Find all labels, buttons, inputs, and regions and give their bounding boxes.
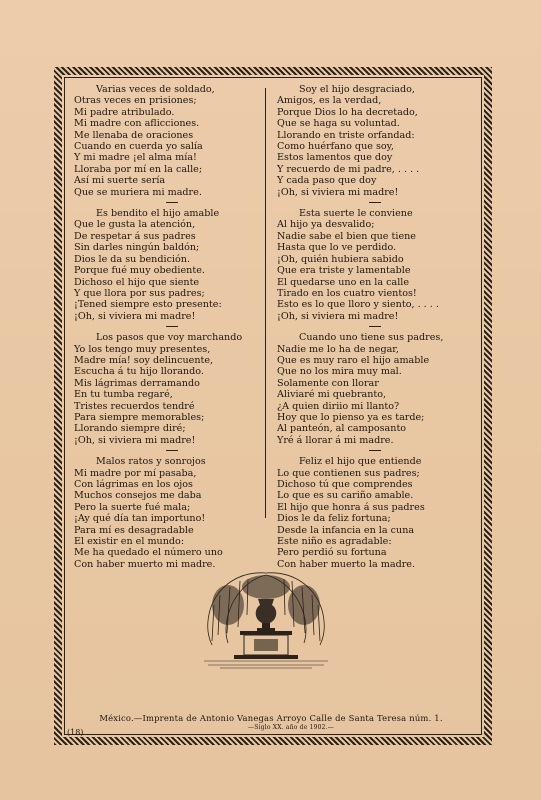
verse-line: Feliz el hijo que entiende — [299, 456, 422, 468]
verse-line: Pero la suerte fué mala; — [74, 501, 191, 513]
verse-line: Y cada paso que doy — [277, 175, 377, 187]
printer-imprint — [68, 713, 474, 733]
verse-line: Dichoso el hijo que siente — [74, 276, 200, 288]
verse-line: Varias veces de soldado, — [96, 84, 215, 95]
verse-line: Los pasos que voy marchando — [96, 332, 243, 344]
verse-line: Yo los tengo muy presentes, — [74, 343, 211, 355]
verse-line: Otras veces en prisiones; — [74, 95, 197, 107]
stanza — [74, 208, 270, 322]
verse-line: Porque fué muy obediente. — [74, 265, 205, 277]
verse-line: Hoy que lo pienso ya es tarde; — [277, 411, 425, 423]
verse-line: ¡Oh, si viviera mi madre! — [277, 186, 399, 198]
verse-line: ¡Oh, si viviera mi madre! — [74, 310, 196, 322]
verse-line: ¡Oh, quién hubiera sabido — [277, 253, 404, 265]
verse-line: Con lágrimas en los ojos — [74, 479, 193, 490]
verse-line: Tristes recuerdos tendré — [74, 400, 195, 412]
stanza — [74, 84, 270, 198]
verse-line: ¡Oh, si viviera mi madre! — [74, 434, 196, 446]
poem-column-left — [74, 84, 270, 572]
verse-line: Que le gusta la atención, — [74, 219, 196, 231]
stanza-separator — [369, 202, 381, 203]
stanza — [277, 208, 473, 322]
verse-line: Esta suerte le conviene — [299, 208, 413, 220]
verse-line: Solamente con llorar — [277, 377, 379, 389]
imprint-line: México.—Imprenta de Antonio Vanegas Arroyo Calle de Santa Teresa núm. 1. — [99, 713, 443, 723]
verse-line: ¡Ay qué día tan importuno! — [74, 513, 206, 525]
verse-line: Es bendito el hijo amable — [96, 208, 220, 220]
verse-line: Así mi suerte sería — [74, 175, 166, 187]
verse-line: Me ha quedado el número uno — [74, 547, 223, 559]
verse-line: Al hijo ya desvalido; — [277, 219, 375, 231]
tomb-vignette-illustration — [200, 565, 332, 670]
verse-line: Hasta que lo ve perdido. — [277, 242, 397, 254]
verse-line: Para mí es desagradable — [74, 524, 194, 536]
verse-line: ¡Tened siempre esto presente: — [74, 299, 222, 311]
verse-line: Que era triste y lamentable — [277, 265, 411, 277]
poem-column-right — [277, 84, 473, 572]
stanza — [277, 84, 473, 198]
verse-line: Llorando en triste orfandad: — [277, 129, 415, 141]
verse-line: Dichoso tú que comprendes — [277, 479, 413, 490]
verse-line: Mi madre por mí pasaba, — [74, 467, 197, 479]
verse-line: Y recuerdo de mi padre, . . . . — [277, 163, 420, 175]
stanza-separator — [166, 450, 178, 451]
verse-line: Soy el hijo desgraciado, — [299, 84, 415, 95]
verse-line: Y que llora por sus padres; — [74, 287, 205, 299]
stanza-separator — [369, 450, 381, 451]
verse-line: Que se haga su voluntad. — [277, 118, 400, 130]
verse-line: Nadie me lo ha de negar, — [277, 343, 399, 355]
verse-line: Cuando uno tiene sus padres, — [299, 332, 444, 344]
verse-line: Yré á llorar á mi madre. — [277, 434, 394, 446]
verse-line: Al panteón, al camposanto — [277, 423, 407, 435]
verse-line: Lo que es su cariño amable. — [277, 490, 414, 502]
verse-line: Con haber muerto mi madre. — [74, 558, 216, 570]
stanza-separator — [166, 202, 178, 203]
stanza — [74, 456, 270, 570]
stanza — [277, 456, 473, 570]
verse-line: Malos ratos y sonrojos — [96, 456, 206, 468]
verse-line: Sin darles ningún baldón; — [74, 242, 200, 254]
verse-line: Mi padre atribulado. — [74, 106, 175, 118]
verse-line: Como huérfano que soy, — [277, 141, 394, 153]
verse-line: Amigos, es la verdad, — [277, 95, 382, 107]
verse-line: En tu tumba regaré, — [74, 389, 173, 401]
verse-line: Porque Dios lo ha decretado, — [277, 106, 418, 118]
century-year-line: —Siglo XX. año de 1902.— — [248, 724, 334, 731]
verse-line: Tirado en los cuatro vientos! — [277, 287, 417, 299]
verse-line: Aliviaré mi quebranto, — [277, 389, 387, 401]
verse-line: Mi madre con aflicciones. — [74, 118, 200, 130]
verse-line: Que se muriera mi madre. — [74, 186, 202, 198]
verse-line: Nadie sabe el bien que tiene — [277, 230, 416, 242]
verse-line: Que no los mira muy mal. — [277, 366, 402, 378]
verse-line: El hijo que honra á sus padres — [277, 501, 425, 513]
verse-line: Llorando siempre diré; — [74, 423, 186, 435]
verse-line: Dios le da su bendición. — [74, 253, 191, 265]
verse-line: Este niño es agradable: — [277, 536, 392, 548]
verse-line: Muchos consejos me daba — [74, 490, 202, 502]
verse-line: Me llenaba de oraciones — [74, 129, 194, 141]
verse-line: Desde la infancia en la cuna — [277, 524, 415, 536]
verse-line: El quedarse uno en la calle — [277, 276, 410, 288]
verse-line: Escucha á tu hijo llorando. — [74, 366, 204, 378]
verse-line: De respetar á sus padres — [74, 230, 196, 242]
verse-line: Madre mía! soy delincuente, — [74, 354, 214, 366]
verse-line: ¿A quien diriio mi llanto? — [277, 400, 400, 412]
verse-line: Lo que contienen sus padres; — [277, 467, 420, 479]
verse-line: Cuando en cuerda yo salía — [74, 141, 203, 153]
verse-line: ¡Oh, si viviera mi madre! — [277, 310, 399, 322]
stanza-separator — [369, 326, 381, 327]
verse-line: Estos lamentos que doy — [277, 152, 393, 164]
stanza — [74, 332, 270, 446]
column-divider — [265, 88, 266, 518]
verse-line: Mis lágrimas derramando — [74, 377, 200, 389]
verse-line: Y mi madre ¡el alma mía! — [74, 152, 197, 164]
verse-line: Dios le da feliz fortuna; — [277, 513, 391, 525]
page-number: (18) — [67, 728, 84, 737]
stanza — [277, 332, 473, 446]
verse-line: Que es muy raro el hijo amable — [277, 354, 430, 366]
verse-line: Esto es lo que lloro y siento, . . . . — [277, 299, 439, 311]
verse-line: El existir en el mundo: — [74, 536, 185, 548]
verse-line: Con haber muerto la madre. — [277, 558, 416, 570]
verse-line: Pero perdió su fortuna — [277, 547, 387, 559]
verse-line: Para siempre memorables; — [74, 411, 205, 423]
stanza-separator — [166, 326, 178, 327]
verse-line: Lloraba por mí en la calle; — [74, 163, 203, 175]
